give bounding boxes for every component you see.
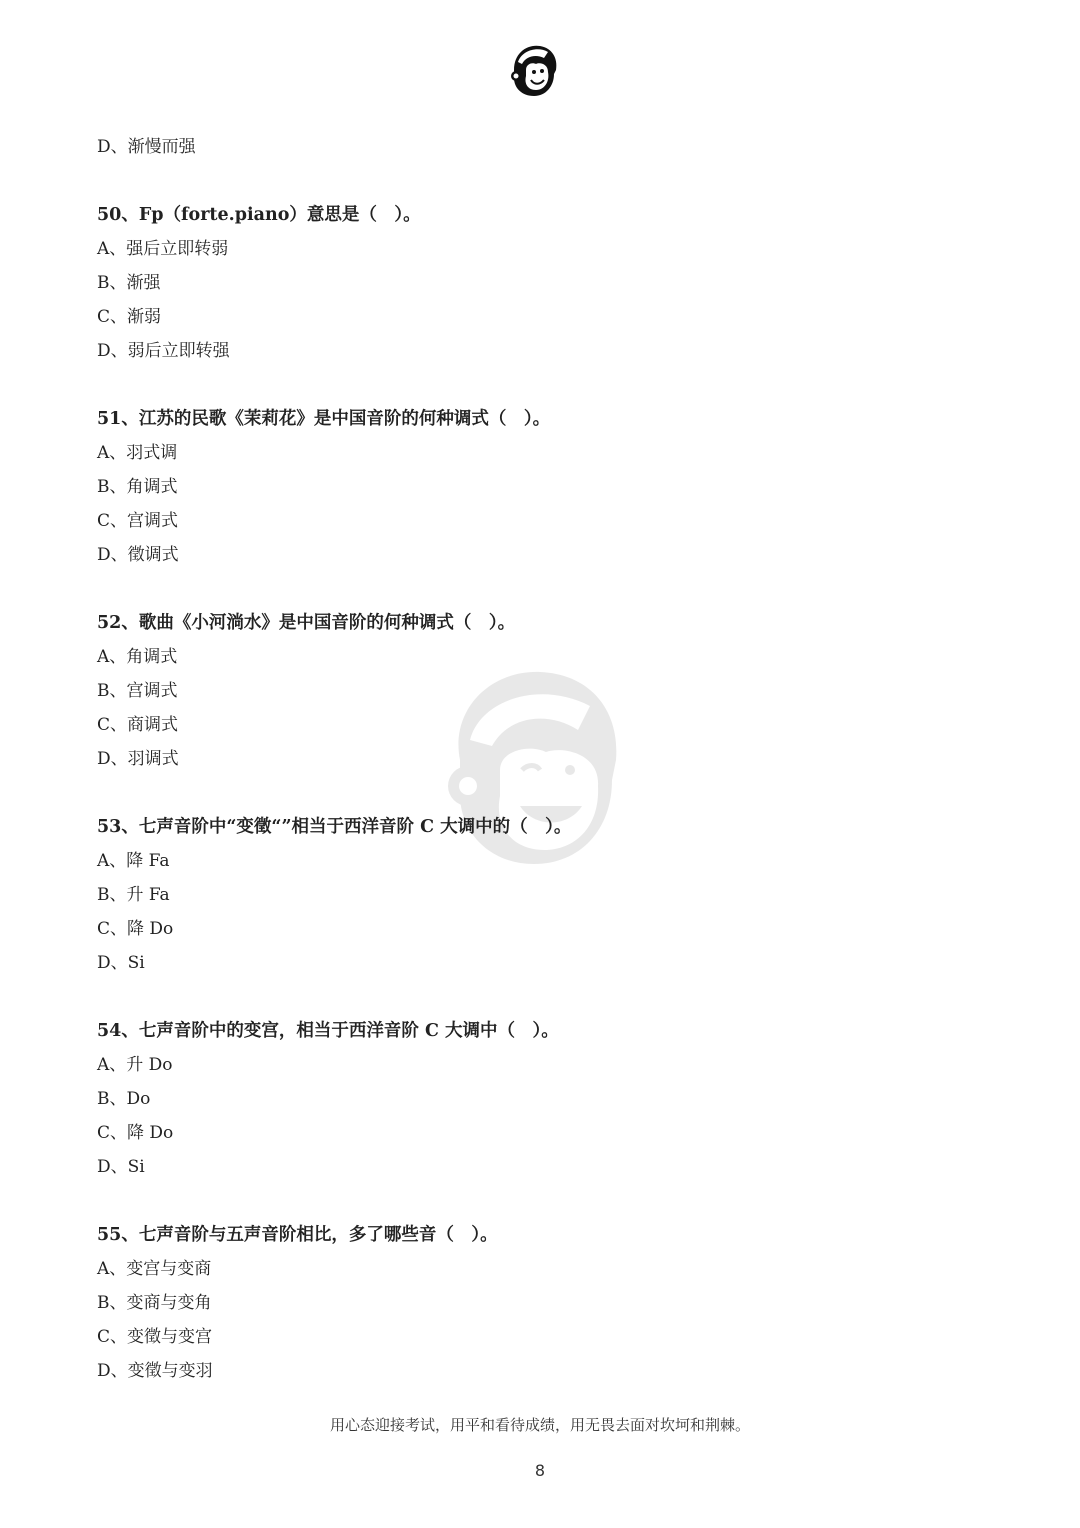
answer-option: A、降 Fa <box>97 851 170 871</box>
answer-option: D、变徵与变羽 <box>97 1361 213 1381</box>
footer-motto: 用心态迎接考试，用平和看待成绩，用无畏去面对坎坷和荆棘。 <box>329 1416 750 1434</box>
spacer <box>97 1184 997 1218</box>
answer-option: A、升 Do <box>97 1055 173 1075</box>
answer-option: D、渐慢而强 <box>97 137 196 157</box>
monkey-logo-icon <box>504 40 564 100</box>
spacer <box>97 368 997 402</box>
answer-option: A、强后立即转弱 <box>97 239 229 259</box>
question-stem: 53、七声音阶中“变徵“”相当于西洋音阶 C 大调中的（ ）。 <box>97 817 572 837</box>
answer-option: D、羽调式 <box>97 749 179 769</box>
answer-option: D、Si <box>97 1157 145 1177</box>
answer-option: D、弱后立即转强 <box>97 341 230 361</box>
spacer <box>97 776 997 810</box>
question-stem: 55、七声音阶与五声音阶相比，多了哪些音（ ）。 <box>97 1225 498 1245</box>
answer-option: A、角调式 <box>97 647 178 667</box>
spacer <box>97 164 997 198</box>
answer-option: B、Do <box>97 1089 151 1109</box>
spacer <box>97 572 997 606</box>
question-stem: 50、Fp（forte.piano）意思是（ ）。 <box>97 205 421 225</box>
question-stem: 54、七声音阶中的变宫，相当于西洋音阶 C 大调中（ ）。 <box>97 1021 559 1041</box>
answer-option: C、降 Do <box>97 919 174 939</box>
question-list <box>97 130 997 1388</box>
page-number: 8 <box>534 1461 546 1480</box>
answer-option: B、变商与变角 <box>97 1293 212 1313</box>
answer-option: C、宫调式 <box>97 511 179 531</box>
answer-option: C、商调式 <box>97 715 179 735</box>
answer-option: A、变宫与变商 <box>97 1259 212 1279</box>
answer-option: B、宫调式 <box>97 681 178 701</box>
spacer <box>97 980 997 1014</box>
question-stem: 52、歌曲《小河淌水》是中国音阶的何种调式（ ）。 <box>97 613 516 633</box>
answer-option: B、升 Fa <box>97 885 170 905</box>
answer-option: C、变徵与变宫 <box>97 1327 213 1347</box>
answer-option: D、Si <box>97 953 145 973</box>
answer-option: B、渐强 <box>97 273 161 293</box>
answer-option: B、角调式 <box>97 477 178 497</box>
question-stem: 51、江苏的民歌《茉莉花》是中国音阶的何种调式（ ）。 <box>97 409 551 429</box>
answer-option: C、渐弱 <box>97 307 162 327</box>
answer-option: A、羽式调 <box>97 443 178 463</box>
answer-option: C、降 Do <box>97 1123 174 1143</box>
answer-option: D、徵调式 <box>97 545 179 565</box>
